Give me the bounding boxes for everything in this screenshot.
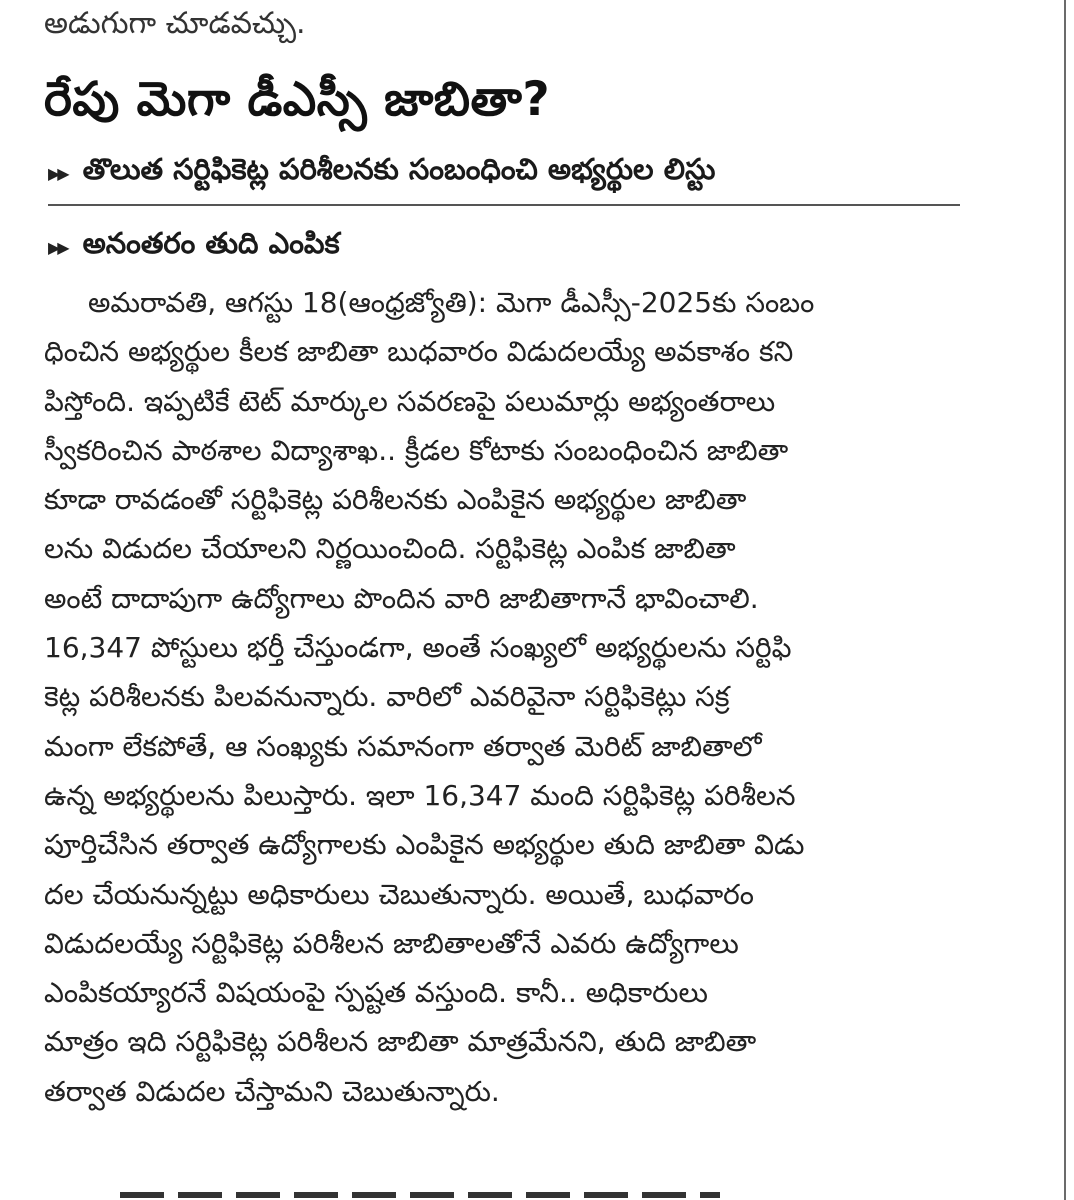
double-arrow-icon: ▶▶ — [48, 163, 67, 183]
body-line: అమరావతి, ఆగస్టు 18(ఆంధ్రజ్యోతి): మెగా డీఎస్సీ-2025కు సంబం — [88, 286, 815, 319]
body-line: విడుదలయ్యే సర్టిఫికెట్ల పరిశీలన జాబితాలతోనే ఎవరు ఉద్యోగాలు — [44, 926, 739, 960]
body-line: స్వీకరించిన పాఠశాల విద్యాశాఖ.. క్రీడల కోటాకు సంబంధించిన జాబితా — [44, 433, 789, 467]
body-line: మంగా లేకపోతే, ఆ సంఖ్యకు సమానంగా తర్వాత మెరిట్ జాబితాలో — [44, 729, 762, 763]
body-line: ఉన్న అభ్యర్థులను పిలుస్తారు. ఇలా 16,347 మంది సర్టిఫికెట్ల పరిశీలన — [44, 778, 796, 812]
body-line: తర్వాత విడుదల చేస్తామని చెబుతున్నారు. — [44, 1074, 500, 1108]
column-border — [1064, 0, 1066, 1200]
body-line: దల చేయనున్నట్టు అధికారులు చెబుతున్నారు. అయితే, బుధవారం — [44, 877, 754, 911]
subheading-2-text: అనంతరం తుది ఎంపిక — [82, 226, 340, 260]
body-line: ధించిన అభ్యర్థుల కీలక జాబితా బుధవారం విడుదలయ్యే అవకాశం కని — [44, 335, 794, 369]
subheading-1-text: తొలుత సర్టిఫికెట్ల పరిశీలనకు సంబంధించి అభ్యర్థుల లిస్టు — [82, 152, 716, 186]
article-headline: రేపు మెగా డీఎస్సీ జాబితా? — [44, 72, 551, 127]
body-line: లను విడుదల చేయాలని నిర్ణయించింది. సర్టిఫికెట్ల ఎంపిక జాబితా — [44, 532, 736, 566]
body-line: పూర్తిచేసిన తర్వాత ఉద్యోగాలకు ఎంపికైన అభ్యర్థుల తుది జాబితా విడు — [44, 828, 805, 862]
previous-article-fragment: అడుగుగా చూడవచ్చు. — [44, 6, 306, 41]
subheading-2 — [48, 226, 340, 268]
article-body — [44, 278, 1020, 1116]
next-headline-fragment — [120, 1186, 720, 1200]
subheading-divider — [48, 204, 960, 206]
body-line: ఎంపికయ్యారనే విషయంపై స్పష్టత వస్తుంది. కానీ.. అధికారులు — [44, 976, 708, 1010]
body-line: 16,347 పోస్టులు భర్తీ చేస్తుండగా, అంతే సంఖ్యలో అభ్యర్థులను సర్టిఫి — [44, 631, 792, 665]
body-line: పిస్తోంది. ఇప్పటికే టెట్ మార్కుల సవరణపై పలుమార్లు అభ్యంతరాలు — [44, 384, 776, 418]
subheading-1 — [48, 152, 715, 194]
body-line: కెట్ల పరిశీలనకు పిలవనున్నారు. వారిలో ఎవరివైనా సర్టిఫికెట్లు సక్ర — [44, 680, 730, 714]
double-arrow-icon: ▶▶ — [48, 237, 67, 257]
body-line: మాత్రం ఇది సర్టిఫికెట్ల పరిశీలన జాబితా మాత్రమేనని, తుది జాబితా — [44, 1025, 757, 1059]
body-line: కూడా రావడంతో సర్టిఫికెట్ల పరిశీలనకు ఎంపికైన అభ్యర్థుల జాబితా — [44, 483, 747, 517]
body-line: అంటే దాదాపుగా ఉద్యోగాలు పొందిన వారి జాబితాగానే భావించాలి. — [44, 581, 759, 615]
